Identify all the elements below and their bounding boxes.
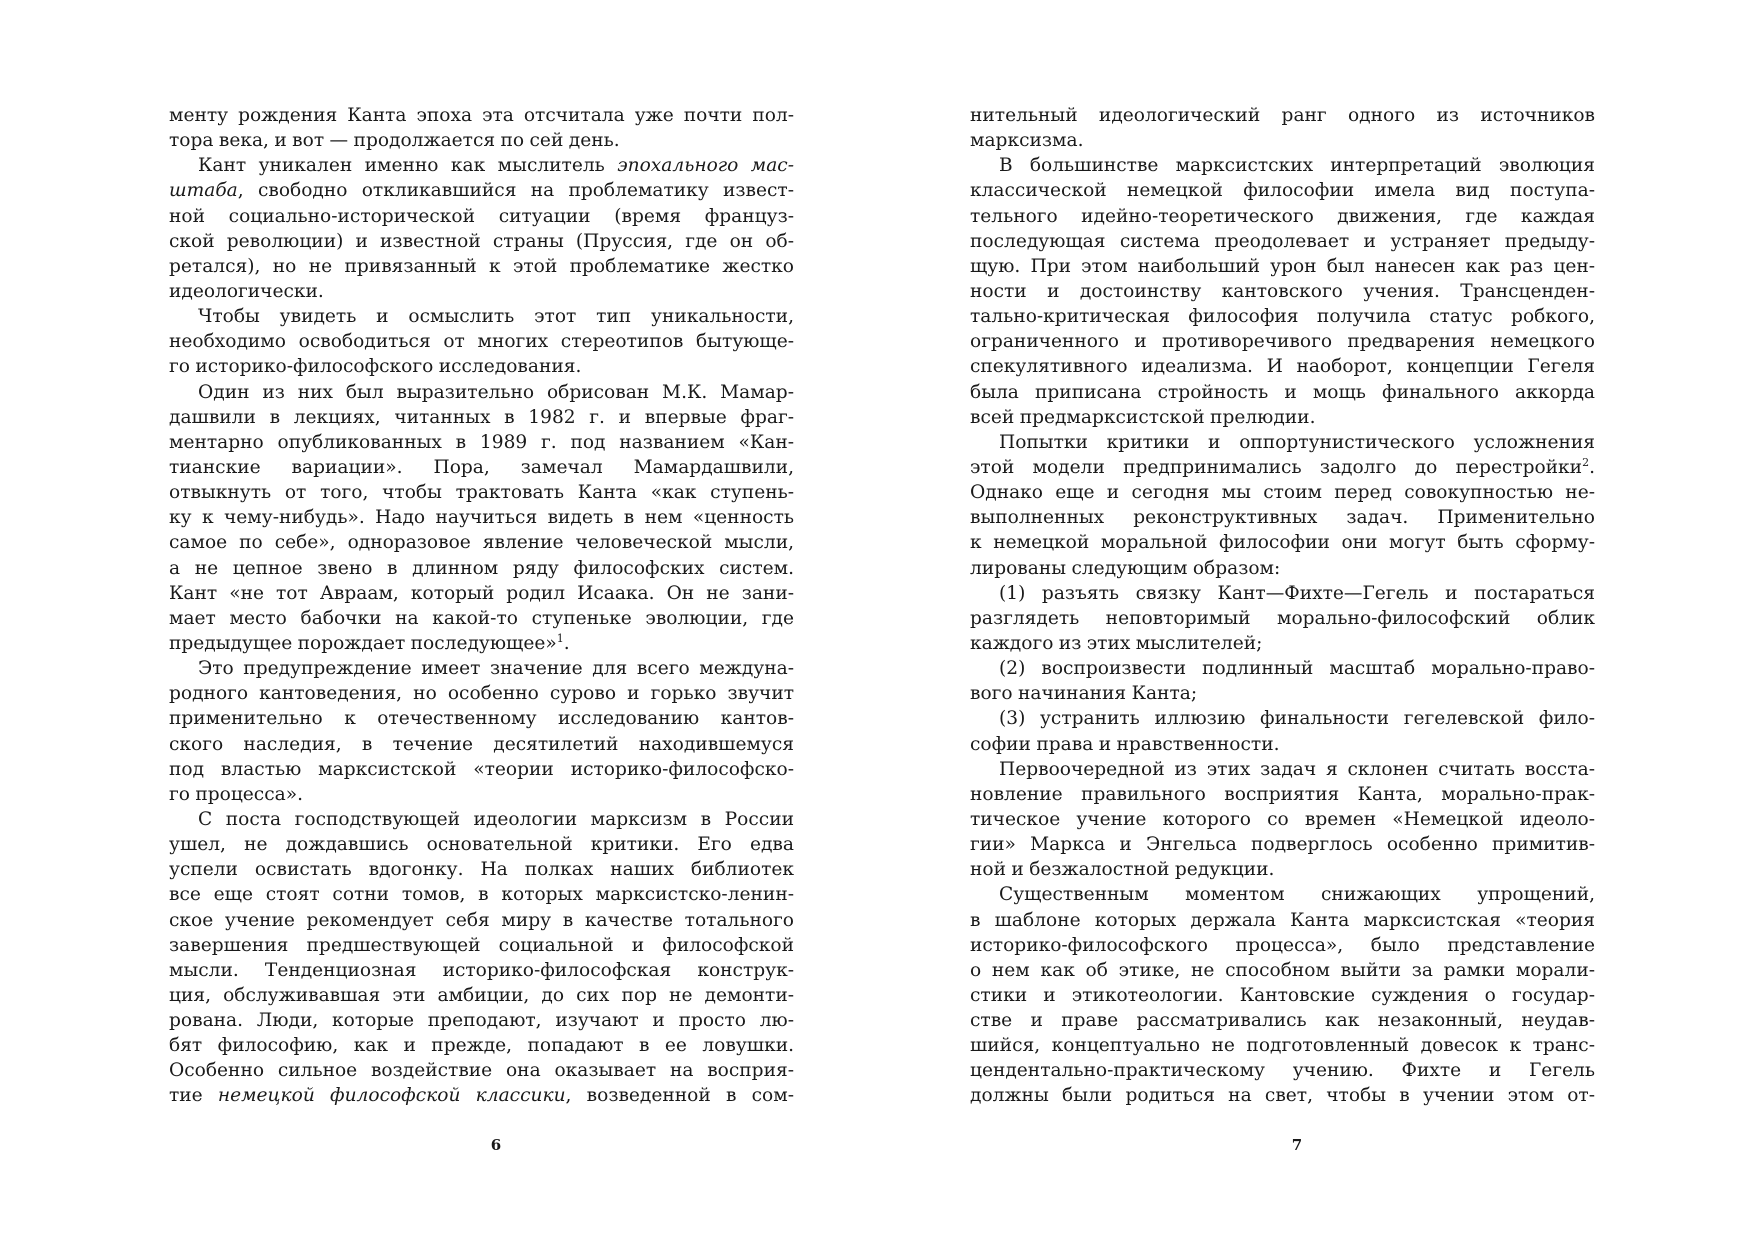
text-line: (1) разъять связку Кант—Фихте—Гегель и постараться	[999, 582, 1595, 604]
paragraph	[970, 706, 1595, 756]
paragraph	[970, 882, 1595, 1108]
text-line: была приписана стройность и мощь финального аккорда	[970, 381, 1595, 403]
text-line: к немецкой моральной философии они могут быть сформу-	[970, 532, 1595, 554]
text-line: марксизма.	[970, 130, 1084, 152]
text-line: Кант «не тот Авраам, который родил Исаака. Он не зани-	[169, 582, 794, 604]
paragraph	[970, 581, 1595, 656]
text-line: а не цепное звено в длинном ряду философских систем.	[169, 557, 794, 579]
text-line: мысли. Тенденциозная историко-философская конструк-	[169, 959, 794, 981]
page-number-right: 7	[1291, 1136, 1303, 1154]
text-line: Особенно сильное воздействие она оказывает на восприя-	[169, 1060, 794, 1082]
text-line: Попытки критики и оппортунистического усложнения	[999, 431, 1595, 453]
text-line: вого начинания Канта;	[970, 683, 1198, 705]
text-line: тическое учение которого со времен «Немецкой идеоло-	[970, 808, 1595, 830]
text-line: ограниченного и противоречивого предварения немецкого	[970, 331, 1595, 353]
text-line: успели освистать вдогонку. На полках наших библиотек	[169, 859, 794, 881]
text-line: ция, обслуживавшая эти амбиции, до сих пор не демонти-	[169, 984, 794, 1006]
text-line: шийся, концептуально не подготовленный довесок к транс-	[970, 1035, 1595, 1057]
right-page-text	[970, 103, 1595, 1109]
text-line: под властью марксистской «теории историко-философско-	[169, 758, 794, 780]
paragraph	[970, 103, 1595, 153]
text-line: Первоочередной из этих задач я склонен считать восста-	[999, 758, 1595, 780]
paragraph	[169, 103, 794, 153]
text-line: отвыкнуть от того, чтобы трактовать Канта «как ступень-	[169, 482, 794, 504]
paragraph	[169, 304, 794, 379]
text-line: всей предмарксистской прелюдии.	[970, 406, 1316, 428]
paragraph	[169, 153, 794, 304]
text-segment: Кант уникален именно как мыслитель	[198, 155, 618, 177]
text-segment: тие	[169, 1085, 218, 1107]
text-line: ности и достоинству кантовского учения. Трансценден-	[970, 280, 1595, 302]
text-segment: , свободно откликавшийся на проблематику извест-	[237, 180, 794, 202]
paragraph	[970, 757, 1595, 883]
text-line: ского наследия, в течение десятилетий находившемуся	[169, 733, 794, 755]
page-number-left: 6	[490, 1136, 502, 1154]
paragraph	[169, 380, 794, 657]
text-line: применительно к отечественному исследованию кантов-	[169, 708, 794, 730]
left-page-text	[169, 103, 794, 1109]
text-segment: , возведенной в сом-	[565, 1085, 794, 1107]
text-segment: этой модели предпринимались задолго до перестройки	[970, 456, 1583, 478]
text-line: рована. Люди, которые преподают, изучают и просто лю-	[169, 1010, 794, 1032]
text-line: родного кантоведения, но особенно сурово и горько звучит	[169, 683, 794, 705]
text-line: тально-критическая философия получила статус робкого,	[970, 306, 1595, 328]
text-line: менту рождения Канта эпоха эта отсчитала уже почти пол-	[169, 105, 794, 126]
text-segment: .	[563, 632, 570, 654]
paragraph	[970, 430, 1595, 581]
text-line: стве и праве рассматривались как незаконный, неудав-	[970, 1010, 1595, 1032]
text-segment: предыдущее порождает последующее»	[169, 632, 557, 654]
text-line: последующая система преодолевает и устраняет предыду-	[970, 230, 1595, 252]
text-line: Существенным моментом снижающих упрощений,	[999, 884, 1595, 906]
text-line: софии права и нравственности.	[970, 733, 1280, 755]
text-line: историко-философского процесса», было представление	[970, 934, 1595, 956]
text-line: ментарно опубликованных в 1989 г. под названием «Кан-	[169, 431, 794, 453]
text-line: необходимо освободиться от многих стереотипов бытующе-	[169, 331, 794, 353]
text-line: ское учение рекомендует себя миру в качестве тотального	[169, 909, 794, 931]
text-line	[169, 631, 794, 656]
text-line: самое по себе», одноразовое явление человеческой мысли,	[169, 532, 794, 554]
text-line: нительный идеологический ранг одного из источников	[970, 105, 1595, 126]
italic-text: штаба	[169, 180, 238, 202]
text-line: Один из них был выразительно обрисован М.К. Мамар-	[198, 381, 794, 403]
text-line: выполненных реконструктивных задач. Применительно	[970, 507, 1595, 529]
text-line: спекулятивного идеализма. И наоборот, концепции Гегеля	[970, 356, 1595, 378]
text-line: Чтобы увидеть и осмыслить этот тип уникальности,	[198, 306, 794, 328]
footnote-marker: 2	[1582, 455, 1590, 469]
text-line: разглядеть неповторимый морально-философский облик	[970, 607, 1595, 629]
text-line: новление правильного восприятия Канта, морально-прак-	[970, 783, 1595, 805]
text-line: каждого из этих мыслителей;	[970, 632, 1263, 654]
text-line: щую. При этом наибольший урон был нанесен как раз цен-	[970, 255, 1595, 277]
text-line: гии» Маркса и Энгельса подверглось особенно примитив-	[970, 834, 1595, 856]
text-line: дашвили в лекциях, читанных в 1982 г. и впервые фраг-	[169, 406, 794, 428]
text-line: классической немецкой философии имела вид поступа-	[970, 180, 1595, 202]
text-line: цендентально-практическому учению. Фихте и Гегель	[970, 1060, 1595, 1082]
paragraph	[970, 153, 1595, 430]
text-line: Однако еще и сегодня мы стоим перед совокупностью не-	[970, 482, 1595, 504]
text-line: ной социально-исторической ситуации (время француз-	[169, 205, 794, 227]
text-line: тельного идейно-теоретического движения, где каждая	[970, 205, 1595, 227]
text-line: ной и безжалостной редукции.	[970, 859, 1275, 881]
text-line	[169, 178, 794, 203]
text-line	[970, 455, 1595, 480]
footnote-marker: 1	[556, 631, 564, 645]
text-line	[169, 1083, 794, 1108]
text-line: го историко-философского исследования.	[169, 356, 582, 378]
text-line: ку к чему-нибудь». Надо научиться видеть в нем «ценность	[169, 507, 794, 529]
text-line: бят философию, как и прежде, попадают в ее ловушки.	[169, 1035, 794, 1057]
text-line: С поста господствующей идеологии марксизм в России	[198, 808, 794, 830]
italic-text: эпохального мас-	[617, 155, 794, 177]
italic-text: немецкой философской классики	[217, 1085, 566, 1107]
text-line: го процесса».	[169, 783, 303, 805]
text-line: (3) устранить иллюзию финальности гегелевской фило-	[999, 708, 1595, 730]
paragraph	[970, 656, 1595, 706]
text-line	[169, 153, 794, 178]
text-line: о нем как об этике, не способном выйти за рамки морали-	[970, 959, 1595, 981]
text-line: мает место бабочки на какой-то ступеньке эволюции, где	[169, 607, 794, 629]
text-line: идеологически.	[169, 280, 324, 302]
text-line: тора века, и вот — продолжается по сей день.	[169, 130, 620, 152]
text-line: ретался), но не привязанный к этой проблематике жестко	[169, 255, 794, 277]
text-line: стики и этикотеологии. Кантовские суждения о государ-	[970, 984, 1595, 1006]
paragraph	[169, 656, 794, 807]
text-line: (2) воспроизвести подлинный масштаб морально-право-	[999, 658, 1595, 680]
text-line: Это предупреждение имеет значение для всего междуна-	[198, 658, 794, 680]
paragraph	[169, 807, 794, 1109]
text-line: В большинстве марксистских интерпретаций эволюция	[999, 155, 1595, 177]
text-line: все еще стоят сотни томов, в которых марксистско-ленин-	[169, 884, 794, 906]
text-line: завершения предшествующей социальной и философской	[169, 934, 794, 956]
text-line: должны были родиться на свет, чтобы в учении этом от-	[970, 1085, 1595, 1107]
text-line: лированы следующим образом:	[970, 557, 1281, 579]
text-line: ушел, не дождавшись основательной критики. Его едва	[169, 834, 794, 856]
text-line: тианские вариации». Пора, замечал Мамардашвили,	[169, 456, 794, 478]
text-line: в шаблоне которых держала Канта марксистская «теория	[970, 909, 1595, 931]
text-line: ской революции) и известной страны (Пруссия, где он об-	[169, 230, 794, 252]
text-segment: .	[1589, 456, 1595, 478]
